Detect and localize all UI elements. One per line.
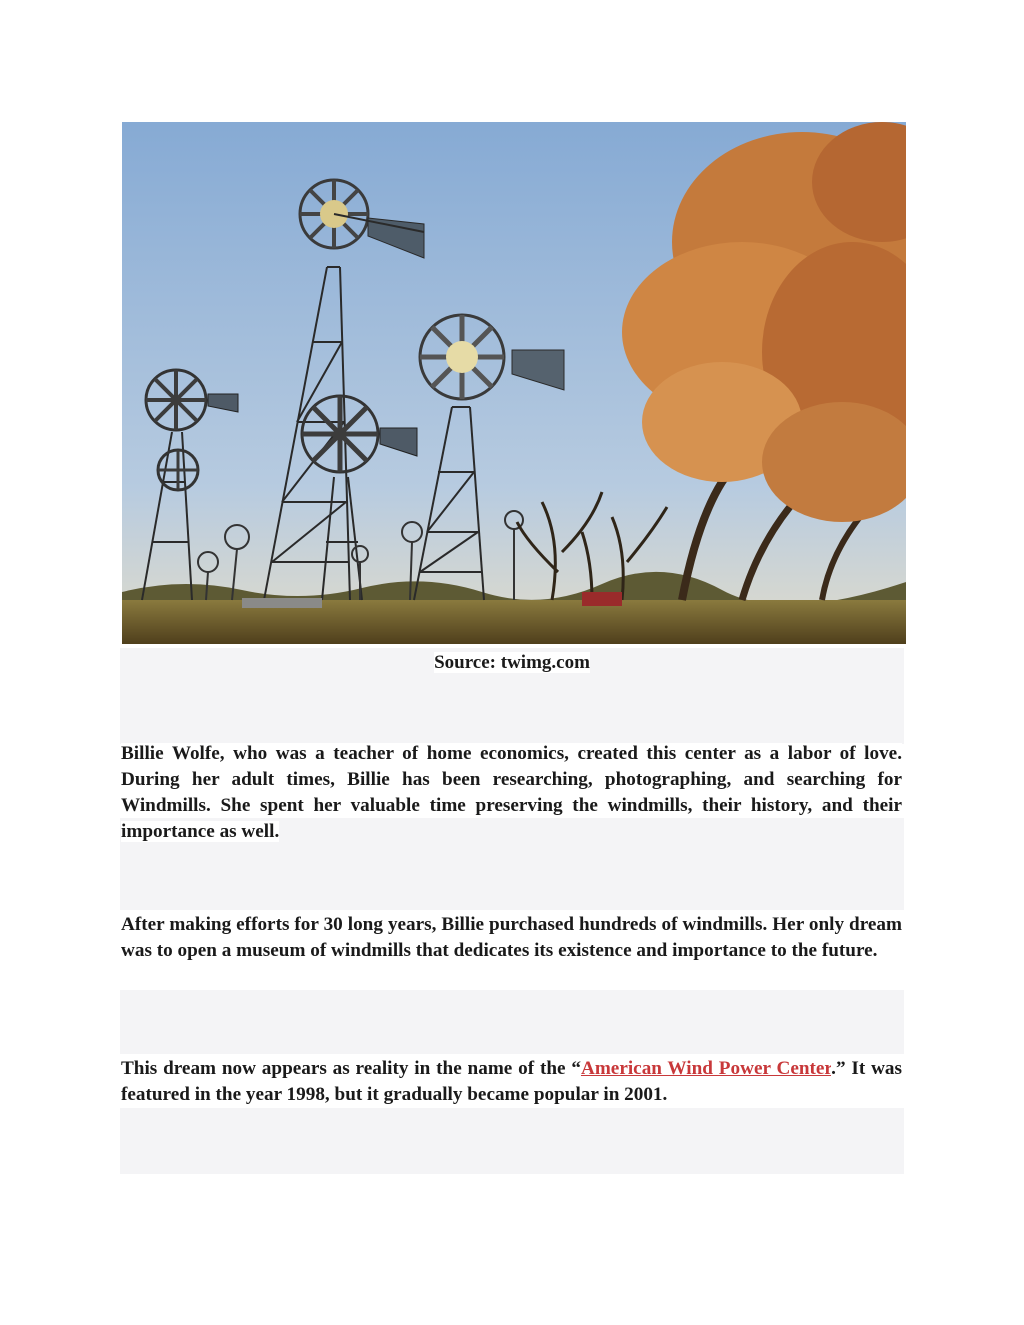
paragraph-billie-wolfe	[121, 741, 902, 845]
paragraph-american-wind-power	[121, 1056, 902, 1108]
paragraph-thirty-years	[121, 912, 902, 964]
caption-text: Source: twimg.com	[434, 652, 590, 673]
paragraph-3-outro: .” It was featured in the year 1998, but it gradually became popular in 2001.	[121, 1058, 902, 1105]
paragraph-2-text: After making efforts for 30 long years, Billie purchased hundreds of windmills. Her only dream was to open a museum of windmills that dedicates its existence and importance to the future.	[121, 914, 902, 961]
paragraph-3-band	[120, 1108, 904, 1174]
paragraph-2-band	[120, 990, 904, 1054]
image-caption	[0, 650, 1024, 676]
paragraph-3-intro: This dream now appears as reality in the name of the “	[121, 1058, 581, 1079]
paragraph-1-text: Billie Wolfe, who was a teacher of home economics, created this center as a labor of love. During her adult times, Billie has been researching, photographing, and searching for Windmills. She spent her valuable time preserving the windmills, their history, and their importance as well.	[121, 743, 902, 842]
windmills-photo	[122, 122, 906, 644]
american-wind-power-center-link[interactable]: American Wind Power Center	[580, 1058, 832, 1079]
